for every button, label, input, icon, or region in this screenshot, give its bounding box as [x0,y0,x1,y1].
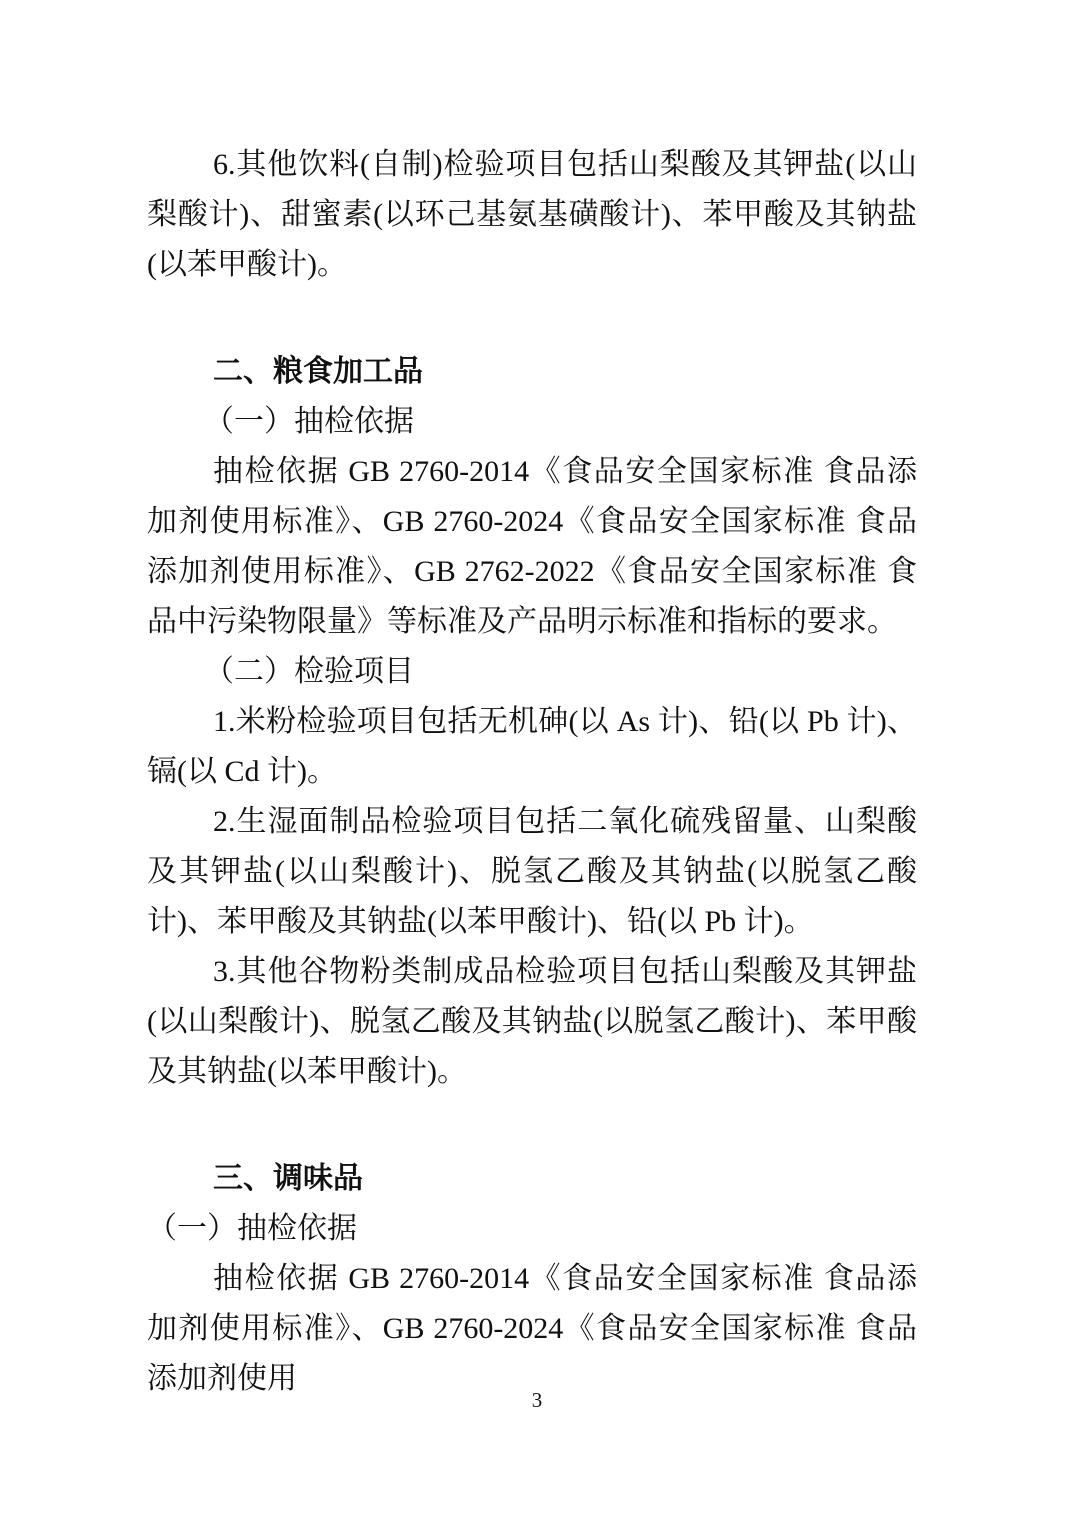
subheading-sampling-basis-grain: （一）抽检依据 [204,405,414,438]
page-number: 3 [531,1388,543,1412]
body-paragraph-wet-noodle-products: 2.生湿面制品检验项目包括二氧化硫残留量、山梨酸及其钾盐(以山梨酸计)、脱氢乙酸及其钠盐(以脱氢乙酸计)、苯甲酸及其钠盐(以苯甲酸计)、铅(以 Pb 计)。 [147,805,917,938]
body-paragraph-rice-noodles: 1.米粉检验项目包括无机砷(以 As 计)、铅(以 Pb 计)、镉(以 Cd 计)。 [147,705,917,788]
subheading-sampling-basis-condiments: （一）抽检依据 [147,1212,357,1245]
section-heading-grain-products: 二、粮食加工品 [213,355,423,388]
section-heading-condiments: 三、调味品 [213,1162,363,1195]
subheading-inspection-items-grain: （二）检验项目 [204,655,414,688]
body-paragraph-sampling-basis-grain: 抽检依据 GB 2760-2014《食品安全国家标准 食品添加剂使用标准》、GB 2760-2024《食品安全国家标准 食品添加剂使用标准》、GB 2762-2022《食品安全国家标准 食品中污染物限量》等标准及产品明示标准和指标的要求。 [147,455,917,638]
document-body [147,140,917,1404]
body-paragraph-other-beverages: 6.其他饮料(自制)检验项目包括山梨酸及其钾盐(以山梨酸计)、甜蜜素(以环己基氨基磺酸计)、苯甲酸及其钠盐(以苯甲酸计)。 [147,148,917,281]
body-paragraph-sampling-basis-condiments: 抽检依据 GB 2760-2014《食品安全国家标准 食品添加剂使用标准》、GB 2760-2024《食品安全国家标准 食品添加剂使用 [147,1262,917,1395]
body-paragraph-other-grain-flour-products: 3.其他谷物粉类制成品检验项目包括山梨酸及其钾盐(以山梨酸计)、脱氢乙酸及其钠盐(以脱氢乙酸计)、苯甲酸及其钠盐(以苯甲酸计)。 [147,955,917,1088]
